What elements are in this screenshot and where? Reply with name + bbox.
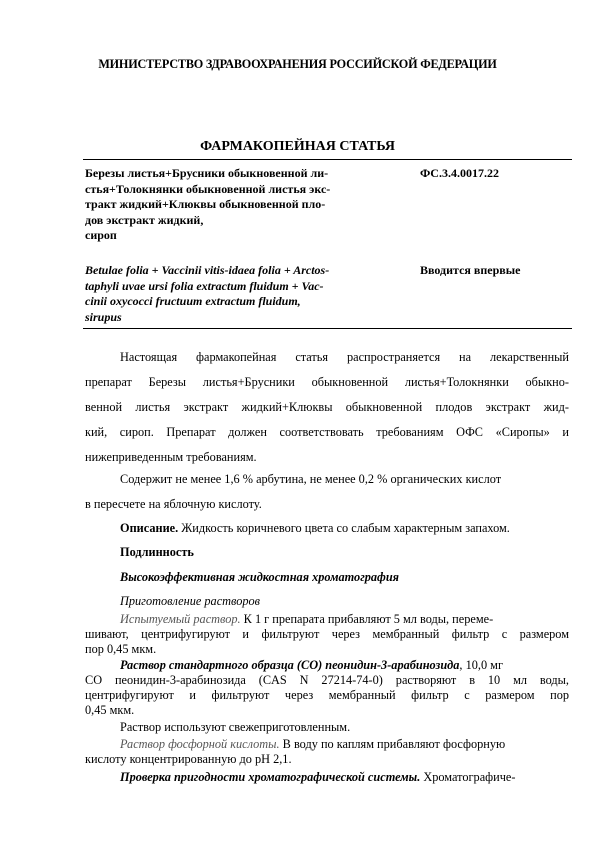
standard-solution-line: центрифугируют и фильтруют через мембранный фильтр с размером пор [85,688,569,702]
description-text: Жидкость коричневого цвета со слабым характерным запахом. [178,521,510,535]
latin-name-line: Betulae folia + Vaccinii vitis-idaea folia + Arctos- [85,263,330,277]
test-solution-line: пор 0,45 мкм. [85,642,157,656]
suitability-line [120,770,515,785]
test-solution-text: К 1 г препарата прибавляют 5 мл воды, переме- [240,612,494,626]
paragraph-line: нижеприведенным требованиям. [85,450,257,464]
solutions-heading: Приготовление растворов [120,594,260,608]
russian-name-line: стья+Толокнянки обыкновенной листья экс- [85,181,331,196]
standard-solution-line: СО пеонидин-3-арабинозида (CAS N 27214-74-0) растворяют в 10 мл воды, [85,673,569,687]
article-title: ФАРМАКОПЕЙНАЯ СТАТЬЯ [200,139,395,154]
table-bottom-border [83,328,572,329]
status-text: Вводится впервые [420,263,521,277]
latin-name-line: sirupus [85,309,122,324]
phosphoric-line: кислоту концентрированную до pH 2,1. [85,752,292,766]
identity-heading: Подлинность [120,545,194,559]
russian-name [85,166,385,244]
latin-name-line: cinii oxycocci fructuum extractum fluidum, [85,294,301,308]
description-line [120,521,510,536]
table-top-border [83,159,572,160]
paragraph-line: венной листья экстракт жидкий+Клюквы обыкновенной плодов экстракт жид- [85,400,569,414]
paragraph-line: Настоящая фармакопейная статья распространяется на лекарственный [120,350,569,364]
pharmacopoeia-code: ФС.3.4.0017.22 [420,166,499,180]
russian-name-line: сироп [85,228,117,242]
content-line: Содержит не менее 1,6 % арбутина, не менее 0,2 % органических кислот [120,472,502,486]
ministry-header: МИНИСТЕРСТВО ЗДРАВООХРАНЕНИЯ РОССИЙСКОЙ ФЕДЕРАЦИИ [98,57,497,71]
standard-solution-line: 0,45 мкм. [85,703,135,717]
russian-name-line: дов экстракт жидкий, [85,212,204,227]
test-solution-line: шивают, центрифугируют и фильтруют через мембранный фильтр с размером [85,627,569,641]
russian-name-line: Березы листья+Брусники обыкновенной ли- [85,166,329,180]
phosphoric-text: В воду по каплям прибавляют фосфорную [279,737,506,751]
latin-name-line: taphyli uvae ursi folia extractum fluidum + Vac- [85,278,324,293]
hplc-heading: Высокоэффективная жидкостная хроматография [120,570,400,584]
suitability-text: Хроматографиче- [420,770,516,784]
paragraph-line: препарат Березы листья+Брусники обыкновенной листья+Толокнянки обыкно- [85,375,569,389]
russian-name-line: тракт жидкий+Клюквы обыкновенной пло- [85,197,326,211]
phosphoric-label: Раствор фосфорной кислоты. [120,737,280,751]
description-label: Описание. [120,521,179,535]
latin-name [85,263,385,325]
standard-solution-label: Раствор стандартного образца (СО) пеонидин-3-арабинозида [120,658,460,672]
fresh-note: Раствор используют свежеприготовленным. [120,720,351,734]
test-solution-label: Испытуемый раствор. [120,612,241,626]
phosphoric-line [120,737,505,752]
content-line: в пересчете на яблочную кислоту. [85,497,262,511]
paragraph-line: кий, сироп. Препарат должен соответствовать требованиям ОФС «Сиропы» и [85,425,569,439]
standard-solution-text: , 10,0 мг [459,658,503,672]
suitability-label: Проверка пригодности хроматографической системы. [120,770,421,784]
standard-solution-line [120,658,503,673]
test-solution-line [120,612,493,627]
